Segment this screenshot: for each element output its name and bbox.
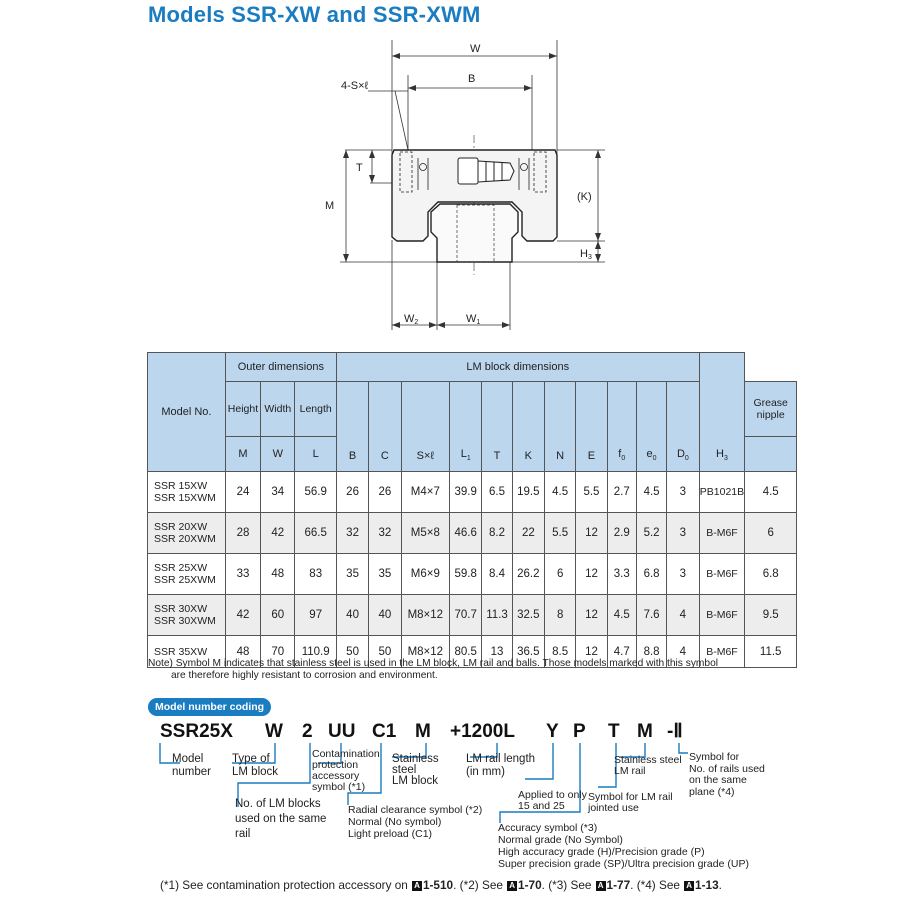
model-no-header: Model No. [148,353,226,472]
coding-label-rad3: Light preload (C1) [348,828,433,840]
value-cell: 12 [576,636,607,668]
coding-label-acc2: Normal grade (No Symbol) [498,834,623,846]
col-header-3: B [336,382,368,472]
coding-label-model1: Model [172,753,204,765]
code-part: C1 [372,721,397,742]
value-cell: 5.2 [636,513,666,554]
value-cell: 3 [667,472,699,513]
dim-W1-label: W1 [466,313,481,326]
ref-1[interactable]: 1-510 [422,878,454,892]
value-cell: 19.5 [512,472,544,513]
value-cell: 8.8 [636,636,666,668]
value-cell: 24 [225,472,260,513]
table-note [148,658,798,681]
coding-label-type1: Type of [232,753,270,765]
value-cell: 32.5 [512,595,544,636]
coding-label-nrail4: plane (*4) [689,786,735,798]
value-cell: 56.9 [295,472,336,513]
value-cell: 4 [667,595,699,636]
col-header-6: $L_1$ [450,382,482,472]
col-header-13: $D_0$ [667,382,699,472]
col-header-12: $e_0$ [636,382,666,472]
value-cell: 4.5 [545,472,576,513]
code-part: +1200L [450,721,515,742]
length-header: Length [295,382,336,437]
col-header-2: L [295,437,336,472]
code-part: W [265,721,283,742]
coding-label-rad1: Radial clearance symbol (*2) [348,804,483,816]
col-header-1: W [261,437,295,472]
value-cell: 12 [576,554,607,595]
model-cell: SSR 20XW SSR 20XWM [148,513,226,554]
value-cell: 5.5 [545,513,576,554]
coding-label-cont4: symbol (*1) [312,781,366,793]
coding-label-stain1: Stainless [392,753,439,765]
col-header-10: E [576,382,607,472]
cross-section-drawing [0,0,900,345]
value-cell: 36.5 [512,636,544,668]
value-cell: 42 [225,595,260,636]
code-part: Y [546,721,559,742]
value-cell: M4×7 [401,472,449,513]
value-cell: 110.9 [295,636,336,668]
code-part: P [573,721,586,742]
table-row [148,513,797,554]
value-cell: 2.7 [607,472,636,513]
value-cell: 12 [576,595,607,636]
model-cell: SSR 15XW SSR 15XWM [148,472,226,513]
value-cell: M6×9 [401,554,449,595]
bolt-label: 4-S×ℓ [341,80,369,92]
value-cell: 8.5 [545,636,576,668]
value-cell: 3.3 [607,554,636,595]
value-cell: 32 [369,513,401,554]
coding-label-nblock3: rail [235,828,251,840]
value-cell: 35 [369,554,401,595]
col-header-15: $H_3$ [699,353,745,472]
table-row [148,554,797,595]
value-cell: 26 [369,472,401,513]
outer-dims-header: Outer dimensions [225,353,336,382]
code-part: SSR25X [160,721,233,742]
height-header: Height [225,382,260,437]
value-cell: M5×8 [401,513,449,554]
value-cell: 6.5 [482,472,512,513]
coding-label-type2: LM block [232,766,279,778]
model-cell: SSR 25XW SSR 25XWM [148,554,226,595]
value-cell: 42 [261,513,295,554]
dim-M-label: M [325,200,335,212]
value-cell: 59.8 [450,554,482,595]
value-cell: 4.5 [636,472,666,513]
coding-label-nblock1: No. of LM blocks [235,798,321,810]
coding-label-stain3: LM block [392,775,439,787]
value-cell: 48 [225,636,260,668]
col-header-4: C [369,382,401,472]
note-line-2: are therefore highly resistant to corrosion and environment. [171,669,438,681]
dim-T-label: T [356,162,363,174]
value-cell: 48 [261,554,295,595]
coding-label-acc1: Accuracy symbol (*3) [498,822,598,834]
value-cell: 40 [336,595,368,636]
coding-label-acc3: High accuracy grade (H)/Precision grade (P) [498,846,705,858]
coding-header-badge: Model number coding [148,698,271,716]
value-cell: 6.8 [636,554,666,595]
value-cell: B-M6F [699,636,745,668]
coding-label-nrail1: Symbol for [689,751,740,763]
dim-K-label: (K) [577,191,592,203]
value-cell: 28 [225,513,260,554]
col-header-5: S×ℓ [401,382,449,472]
value-cell: 34 [261,472,295,513]
value-cell: 80.5 [450,636,482,668]
value-cell: 22 [512,513,544,554]
table-row [148,472,797,513]
value-cell: 6.8 [745,554,797,595]
col-header-0: M [225,437,260,472]
dim-H3-label: H3 [580,248,592,261]
value-cell: 39.9 [450,472,482,513]
grease-nipple-header: Grease nipple [745,382,797,437]
coding-label-stain2: steel [392,764,417,776]
col-header-11: $f_0$ [607,382,636,472]
value-cell: M8×12 [401,595,449,636]
coding-label-cont1: Contamination [312,748,380,760]
value-cell: 11.5 [745,636,797,668]
coding-label-apply2: 15 and 25 [518,800,565,812]
value-cell: 8.4 [482,554,512,595]
value-cell: 4.5 [607,595,636,636]
col-header-14 [745,437,797,472]
value-cell: 12 [576,513,607,554]
coding-label-cont2: protection [312,759,359,771]
value-cell: 66.5 [295,513,336,554]
coding-label-nblock2: used on the same [235,813,327,825]
value-cell: 3 [667,554,699,595]
value-cell: 2.9 [607,513,636,554]
dimension-table [147,352,797,668]
value-cell: 8 [545,595,576,636]
value-cell: B-M6F [699,595,745,636]
lm-block-dims-header: LM block dimensions [336,353,699,382]
coding-label-jsym2: jointed use [588,802,639,814]
value-cell: B-M6F [699,513,745,554]
value-cell: 97 [295,595,336,636]
value-cell: 5.5 [576,472,607,513]
footer-references: (*1) See contamination protection accessory on A 1-510. (*2) See A 1-70. (*3) See A 1-77. (*4) See A 1-13. [160,878,722,892]
value-cell: 60 [261,595,295,636]
value-cell: 70 [261,636,295,668]
value-cell: 4.7 [607,636,636,668]
coding-label-model2: number [172,766,211,778]
code-part: M [637,721,653,742]
value-cell: 32 [336,513,368,554]
coding-label-jsym1: Symbol for LM rail [588,791,673,803]
value-cell: M8×12 [401,636,449,668]
value-cell: 4.5 [745,472,797,513]
ref-2[interactable]: 1-70 [518,878,542,892]
value-cell: PB1021B [699,472,745,513]
value-cell: 40 [369,595,401,636]
code-part: M [415,721,431,742]
value-cell: 35 [336,554,368,595]
coding-label-rail1: LM rail length [466,753,536,765]
value-cell: 3 [667,513,699,554]
value-cell: 13 [482,636,512,668]
col-header-8: K [512,382,544,472]
model-cell: SSR 35XW [148,636,226,668]
coding-label-nrail2: No. of rails used [689,763,765,775]
col-header-7: T [482,382,512,472]
note-line-1: Note) Symbol M indicates that stainless steel is used in the LM block, LM rail and balls. Those models marked with this symbol [148,658,718,669]
value-cell: 9.5 [745,595,797,636]
value-cell: 4 [667,636,699,668]
table-row [148,595,797,636]
col-header-9: N [545,382,576,472]
value-cell: 83 [295,554,336,595]
page-title: Models SSR-XW and SSR-XWM [148,2,481,27]
value-cell: 6 [545,554,576,595]
value-cell: 26.2 [512,554,544,595]
code-part: -Ⅱ [667,721,683,742]
value-cell: 33 [225,554,260,595]
value-cell: 7.6 [636,595,666,636]
ref-3[interactable]: 1-77 [606,878,631,892]
model-cell: SSR 30XW SSR 30XWM [148,595,226,636]
coding-label-apply1: Applied to only [518,789,587,801]
value-cell: 50 [336,636,368,668]
dim-B-label: B [468,73,476,85]
value-cell: 46.6 [450,513,482,554]
coding-label-ssrail1: Stainless steel [614,754,682,766]
coding-label-rad2: Normal (No symbol) [348,816,442,828]
code-part: 2 [302,721,313,742]
coding-label-rail2: (in mm) [466,766,505,778]
code-part: T [608,721,620,742]
value-cell: 6 [745,513,797,554]
model-number-coding-diagram [140,715,800,875]
ref-4[interactable]: 1-13 [695,878,719,892]
value-cell: 8.2 [482,513,512,554]
value-cell: 70.7 [450,595,482,636]
coding-label-nrail3: on the same [689,774,747,786]
dim-W2-label: W2 [404,313,419,326]
width-header: Width [261,382,295,437]
value-cell: 50 [369,636,401,668]
coding-label-acc4: Super precision grade (SP)/Ultra precision grade (UP) [498,858,749,870]
value-cell: 26 [336,472,368,513]
value-cell: 11.3 [482,595,512,636]
coding-label-cont3: accessory [312,770,360,782]
value-cell: B-M6F [699,554,745,595]
code-part: UU [328,721,356,742]
coding-label-ssrail2: LM rail [614,765,646,777]
dim-W-label: W [470,43,481,55]
